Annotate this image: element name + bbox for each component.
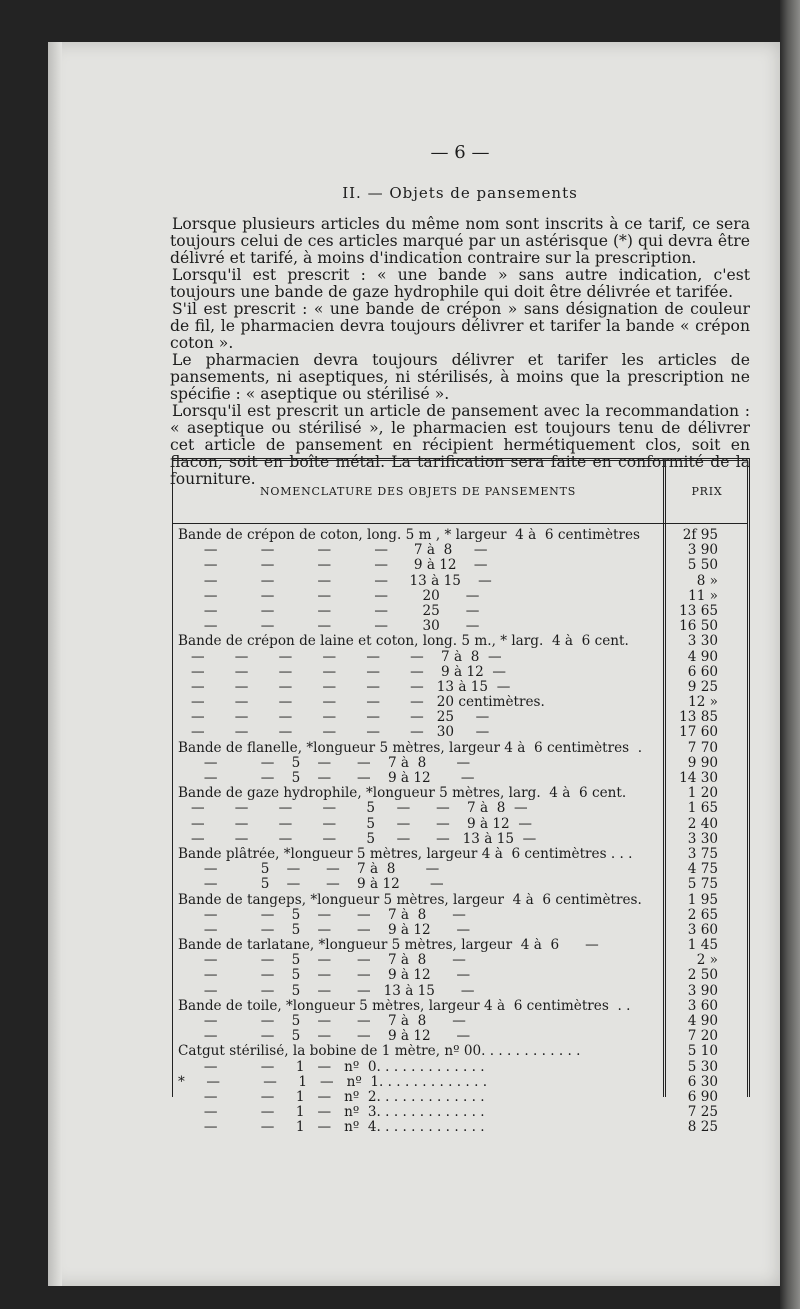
row-description: — — — — — — 13 à 15 — [178,679,511,695]
row-description: — 5 — — 9 à 12 — [178,877,444,893]
row-price: 9 90 [687,754,718,771]
table-row [178,650,738,665]
table-row [178,695,738,710]
row-price: 3 75 [687,845,718,862]
table-row [178,543,738,558]
row-price: 7 70 [687,739,718,756]
row-description: Bande de tarlatane, *longueur 5 mètres, largeur 4 à 6 — [178,938,599,954]
row-description: — — — — 20 — [178,588,480,604]
row-price: 1 65 [687,800,718,817]
row-description: — — 5 — — 9 à 12 — [178,922,471,938]
intro-paragraph: Lorsqu'il est prescrit un article de pansement avec la recommandation : « aseptique ou stérilisé », le pharmacien est toujours tenu de délivrer cet article de pansement en récipient hermétiquement clos, soit en flacon, soit en boîte métal. La tarification sera faite en conformité de la fourniture. [170,402,750,488]
row-description: Bande plâtrée, *longueur 5 mètres, largeur 4 à 6 centimètres . . . [178,846,633,862]
table-row [178,1105,738,1120]
table-row [178,832,738,847]
table-row [178,1060,738,1075]
row-price: 7 25 [687,1104,718,1121]
table-row [178,1029,738,1044]
row-description: — — — — 9 à 12 — [178,558,488,574]
row-description: — 5 — — 7 à 8 — [178,862,440,878]
row-price: 1 95 [687,891,718,908]
table-row [178,817,738,832]
row-description: * — — 1 — nº 1. . . . . . . . . . . . . [178,1074,488,1090]
table-row [178,1014,738,1029]
row-price: 6 30 [687,1073,718,1090]
row-description: — — 1 — nº 3. . . . . . . . . . . . . [178,1105,485,1121]
header-nomenclature: NOMENCLATURE DES OBJETS DE PANSEMENTS [259,485,577,498]
row-price: 6 90 [687,1088,718,1105]
row-price: 13 65 [679,602,718,619]
page-gutter-shadow [48,42,62,1286]
row-description: Bande de gaze hydrophile, *longueur 5 mètres, larg. 4 à 6 cent. [178,786,627,802]
row-price: 2 65 [687,906,718,923]
row-description: — — — — 30 — [178,619,480,635]
table-row [178,786,738,801]
row-price: 3 90 [687,982,718,999]
table-row [178,604,738,619]
row-price: 4 90 [687,1013,718,1029]
row-description: Bande de toile, *longueur 5 mètres, largeur 4 à 6 centimètres . . [178,998,631,1014]
page-number: — 6 — [430,142,490,163]
table-row [178,1075,738,1090]
row-description: — — — — 5 — — 7 à 8 — [178,801,528,817]
row-price: 13 85 [679,709,718,726]
row-price: 16 50 [679,618,718,635]
row-price: 17 60 [679,724,718,741]
row-description: Bande de crépon de coton, long. 5 m , * largeur 4 à 6 centimètres [178,528,641,543]
intro-paragraph: Le pharmacien devra toujours délivrer et tarifer les articles de pansements, ni aseptiques, ni stérilisés, à moins que la prescription ne spécifie : « aseptique ou stérilisé ». [170,351,750,403]
row-price: 2 40 [687,815,718,832]
table-row [178,710,738,725]
row-price: 7 20 [687,1028,718,1045]
row-price: 2 » [696,952,718,969]
row-description: — — 1 — nº 0. . . . . . . . . . . . . [178,1059,485,1075]
section-title: II. — Objets de pansements [342,184,578,202]
row-price: 3 30 [687,830,718,847]
row-description: — — — — 13 à 15 — [178,573,492,589]
row-price: 14 30 [679,770,718,786]
table-row [178,862,738,877]
table-row [178,589,738,604]
row-description: — — 5 — — 13 à 15 — [178,983,475,999]
row-price: 5 75 [687,876,718,893]
row-price: 3 30 [687,633,718,650]
intro-paragraph: S'il est prescrit : « une bande de crépon » sans désignation de couleur de fil, le pharmacien devra toujours délivrer et tarifer la bande « crépon coton ». [170,300,750,352]
row-description: — — — — 25 — [178,603,480,619]
table-row [178,528,738,543]
row-price: 2f 95 [682,527,718,543]
row-price: 5 10 [687,1043,718,1060]
table-row [178,801,738,816]
table-row [178,999,738,1014]
row-description: — — — — 5 — — 13 à 15 — [178,831,537,847]
row-description: — — 5 — — 9 à 12 — [178,968,471,984]
row-price: 11 » [688,587,718,604]
row-description: — — 5 — — 7 à 8 — [178,1014,466,1029]
table-row [178,574,738,589]
row-price: 4 75 [687,861,718,878]
row-description: — — 1 — nº 4. . . . . . . . . . . . . [178,1120,485,1136]
intro-text [170,216,750,488]
row-price: 2 50 [687,967,718,984]
intro-paragraph: Lorsque plusieurs articles du même nom sont inscrits à ce tarif, ce sera toujours celui de ces articles marqué par un astérisque (*) qui devra être délivré et tarifé, à moins d'indication contraire sur la prescription. [170,215,750,267]
row-price: 5 50 [687,557,718,574]
row-description: — — — — 5 — — 9 à 12 — [178,816,532,832]
row-price: 1 20 [687,785,718,802]
table-row [178,771,738,786]
table-row [178,665,738,680]
table-row [178,634,738,649]
table-row [178,741,738,756]
table-row [178,847,738,862]
table-body [178,528,738,1136]
row-description: — — — — — — 30 — [178,725,490,741]
table-row [178,968,738,983]
table-row [178,908,738,923]
row-price: 8 25 [687,1119,718,1136]
table-row [178,1044,738,1059]
header-price: PRIX [691,485,723,498]
row-price: 3 60 [687,997,718,1014]
row-price: 8 » [696,572,718,589]
table-row [178,756,738,771]
row-price: 12 » [688,694,718,711]
row-description: — — — — — — 20 centimètres. [178,695,545,711]
row-price: 9 25 [687,678,718,695]
table-row [178,1120,738,1135]
binding-edge [780,0,800,1309]
row-description: — — 1 — nº 2. . . . . . . . . . . . . [178,1089,485,1105]
table-row [178,558,738,573]
row-price: 4 90 [687,648,718,665]
row-description: Bande de tangeps, *longueur 5 mètres, largeur 4 à 6 centimètres. [178,892,642,908]
row-description: — — — — — — 25 — [178,710,490,726]
table-row [178,938,738,953]
row-description: — — 5 — — 7 à 8 — [178,755,471,771]
row-description: Catgut stérilisé, la bobine de 1 mètre, nº 00. . . . . . . . . . . . [178,1044,581,1060]
intro-paragraph: Lorsqu'il est prescrit : « une bande » sans autre indication, c'est toujours une bande de gaze hydrophile qui doit être délivrée et tarifée. [170,266,750,301]
table-row [178,680,738,695]
row-description: Bande de crépon de laine et coton, long. 5 m., * larg. 4 à 6 cent. [178,634,629,650]
row-description: Bande de flanelle, *longueur 5 mètres, largeur 4 à 6 centimètres . [178,740,643,756]
row-price: 5 30 [687,1058,718,1075]
row-description: — — 5 — — 7 à 8 — [178,907,466,923]
table-row [178,953,738,968]
row-price: 3 60 [687,921,718,938]
table-row [178,619,738,634]
table-row [178,725,738,740]
table-row [178,877,738,892]
table-row [178,1090,738,1105]
row-description: — — 5 — — 9 à 12 — [178,771,475,786]
table-row [178,984,738,999]
table-row [178,923,738,938]
table-row [178,893,738,908]
header-divider [173,523,747,524]
row-description: — — — — 7 à 8 — [178,543,488,559]
row-description: — — — — — — 9 à 12 — [178,664,506,680]
row-description: — — 5 — — 7 à 8 — [178,953,466,969]
row-price: 3 90 [687,542,718,559]
row-price: 1 45 [687,937,718,954]
row-description: — — — — — — 7 à 8 — [178,649,502,665]
row-description: — — 5 — — 9 à 12 — [178,1029,471,1045]
row-price: 6 60 [687,663,718,680]
